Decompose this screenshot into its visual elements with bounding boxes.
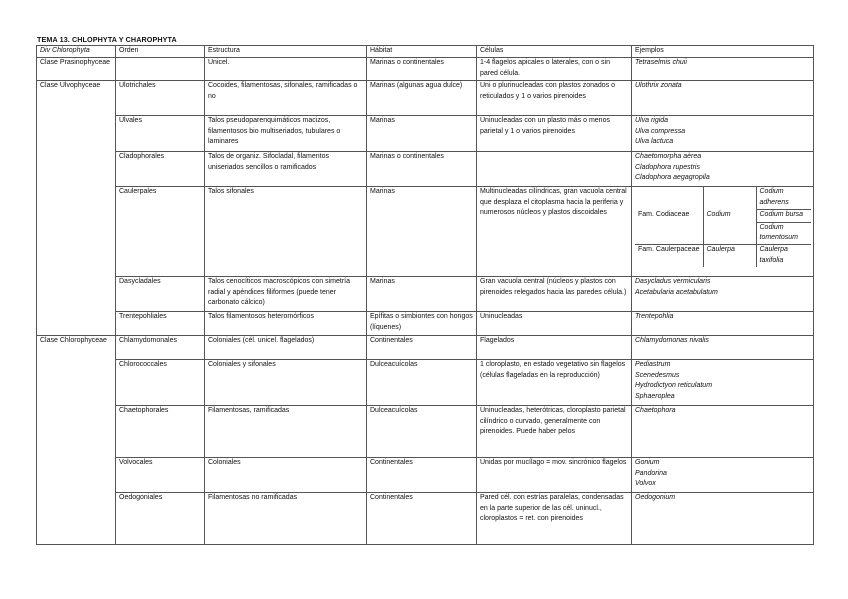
example-species: Chaetomorpha aèrea bbox=[635, 153, 702, 161]
header-div: Div Chlorophyta bbox=[37, 46, 116, 58]
estructura-cell: Coloniales (cél. unicel. flagelados) bbox=[205, 336, 367, 360]
family-cell: Fam. Caulerpaceae bbox=[635, 245, 703, 267]
caulerpales-subtable bbox=[635, 187, 811, 267]
estructura-cell: Unicel. bbox=[205, 58, 367, 81]
example-species: Acetabularia acetabulatum bbox=[635, 288, 718, 296]
ejemplos-cell bbox=[632, 458, 814, 493]
table-row bbox=[37, 458, 814, 493]
ejemplos-cell bbox=[632, 58, 814, 81]
habitat-cell: Continentales bbox=[367, 458, 477, 493]
class-cell: Clase Chlorophyceae bbox=[37, 336, 116, 545]
class-cell: Clase Ulvophyceae bbox=[37, 81, 116, 336]
celulas-cell: Gran vacuola central (núcleos y plastos con pirenoides relegados hacia las paredes célula.) bbox=[477, 277, 632, 312]
example-species: Chlamydomonas nivalis bbox=[635, 337, 709, 345]
header-orden: Orden bbox=[116, 46, 205, 58]
example-species: Gonium bbox=[635, 459, 660, 467]
celulas-cell bbox=[477, 152, 632, 187]
ejemplos-cell bbox=[632, 277, 814, 312]
orden-cell: Trentepohliales bbox=[116, 312, 205, 336]
estructura-cell: Talos filamentosos heteromórficos bbox=[205, 312, 367, 336]
ejemplos-cell bbox=[632, 360, 814, 406]
genus-cell: Caulerpa bbox=[703, 245, 756, 267]
orden-cell: Cladophorales bbox=[116, 152, 205, 187]
orden-cell: Oedogoniales bbox=[116, 493, 205, 545]
orden-cell: Chaetophorales bbox=[116, 406, 205, 458]
example-species: Dasycladus vermicularis bbox=[635, 278, 711, 286]
example-species: Trentepohlia bbox=[635, 313, 674, 321]
example-species: Oedogonium bbox=[635, 494, 676, 502]
habitat-cell: Dulceacuícolas bbox=[367, 406, 477, 458]
species-cell: Caulerpa taxifolia bbox=[756, 245, 811, 267]
celulas-cell: Uninucleadas, heterótricas, cloroplasto parietal cilíndrico o curvado, generalmente con pirenoides. Puede haber pelos bbox=[477, 406, 632, 458]
table-row bbox=[37, 277, 814, 312]
celulas-cell: 1 cloroplasto, en estado vegetativo sin flagelos (células flageladas en la reproducción) bbox=[477, 360, 632, 406]
example-species: Cladophora rupestris bbox=[635, 163, 700, 171]
estructura-cell: Coloniales bbox=[205, 458, 367, 493]
celulas-cell: Uni o plurinucleadas con plastos zonados o reticulados y 1 o varios pirenoides bbox=[477, 81, 632, 116]
example-species: Volvox bbox=[635, 480, 656, 488]
example-species: Ulothrix zonata bbox=[635, 82, 682, 90]
genus-cell: Codium bbox=[703, 187, 756, 245]
class-cell: Clase Prasinophyceae bbox=[37, 58, 116, 81]
example-species: Ulva lactuca bbox=[635, 138, 674, 146]
species-cell: Codium adherens bbox=[756, 187, 811, 209]
classification-table bbox=[36, 45, 814, 545]
habitat-cell: Marinas (algunas agua dulce) bbox=[367, 81, 477, 116]
header-row bbox=[37, 46, 814, 58]
orden-cell: Chlamydomonales bbox=[116, 336, 205, 360]
page-title: TEMA 13. CHLOPHYTA Y CHAROPHYTA bbox=[37, 35, 177, 44]
estructura-cell: Cocoides, filamentosas, sifonales, ramificadas o no bbox=[205, 81, 367, 116]
habitat-cell: Marinas bbox=[367, 116, 477, 152]
species-cell: Codium bursa bbox=[756, 210, 811, 222]
orden-cell: Ulvales bbox=[116, 116, 205, 152]
estructura-cell: Talos pseudoparenquimáticos macizos, filamentosos bio multiseriados, tubulares o laminares bbox=[205, 116, 367, 152]
celulas-cell: Uninucleadas bbox=[477, 312, 632, 336]
orden-cell: Volvocales bbox=[116, 458, 205, 493]
habitat-cell: Marinas bbox=[367, 187, 477, 277]
example-species: Ulva rigida bbox=[635, 117, 669, 125]
ejemplos-cell bbox=[632, 493, 814, 545]
family-cell: Fam. Codiaceae bbox=[635, 187, 703, 245]
habitat-cell: Continentales bbox=[367, 493, 477, 545]
ejemplos-cell bbox=[632, 152, 814, 187]
example-species: Hydrodictyon reticulatum bbox=[635, 382, 713, 390]
habitat-cell: Marinas bbox=[367, 277, 477, 312]
orden-cell: Caulerpales bbox=[116, 187, 205, 277]
ejemplos-cell bbox=[632, 81, 814, 116]
table-row bbox=[37, 360, 814, 406]
header-ejemplos: Ejemplos bbox=[632, 46, 814, 58]
table-row bbox=[37, 152, 814, 187]
ejemplos-cell bbox=[632, 336, 814, 360]
ejemplos-cell bbox=[632, 406, 814, 458]
celulas-cell: Uninucleadas con un plasto más o menos parietal y 1 o varios pirenoides bbox=[477, 116, 632, 152]
habitat-cell: Marinas o continentales bbox=[367, 58, 477, 81]
estructura-cell: Coloniales y sifonales bbox=[205, 360, 367, 406]
orden-cell: Ulotrichales bbox=[116, 81, 205, 116]
table-row bbox=[37, 116, 814, 152]
table-row bbox=[37, 493, 814, 545]
estructura-cell: Filamentosas, ramificadas bbox=[205, 406, 367, 458]
example-species: Pandorina bbox=[635, 469, 667, 477]
example-species: Tetraselmis chuii bbox=[635, 59, 687, 67]
ejemplos-cell bbox=[632, 187, 814, 277]
table-row bbox=[37, 58, 814, 81]
celulas-cell: Flagelados bbox=[477, 336, 632, 360]
orden-cell bbox=[116, 58, 205, 81]
example-species: Sphaeroplea bbox=[635, 392, 675, 400]
celulas-cell: Unidas por mucílago = mov. sincrónico flagelos bbox=[477, 458, 632, 493]
orden-cell: Chlorococcales bbox=[116, 360, 205, 406]
example-species: Scenedesmus bbox=[635, 371, 680, 379]
table-row bbox=[37, 336, 814, 360]
habitat-cell: Marinas o continentales bbox=[367, 152, 477, 187]
estructura-cell: Filamentosas no ramificadas bbox=[205, 493, 367, 545]
table-row bbox=[37, 312, 814, 336]
estructura-cell: Talos de organiz. Sifocladal, filamentos uniseriados sencillos o ramificados bbox=[205, 152, 367, 187]
header-estructura: Estructura bbox=[205, 46, 367, 58]
ejemplos-cell bbox=[632, 116, 814, 152]
estructura-cell: Talos cenocíticos macroscópicos con simetría radial y apéndices filiformes (puede tener carbonato cálcico) bbox=[205, 277, 367, 312]
habitat-cell: Epífitas o simbiontes con hongos (líquenes) bbox=[367, 312, 477, 336]
table-row bbox=[37, 187, 814, 277]
celulas-cell: Pared cél. con estrías paralelas, condensadas en la parte superior de las cél. uninucl., cloroplastos = ret. con pirenoides bbox=[477, 493, 632, 545]
example-species: Cladophora aegagropila bbox=[635, 174, 710, 182]
header-habitat: Hábitat bbox=[367, 46, 477, 58]
celulas-cell: 1-4 flagelos apicales o laterales, con o sin pared célula. bbox=[477, 58, 632, 81]
species-cell: Codium tomentosum bbox=[756, 222, 811, 245]
header-celulas: Células bbox=[477, 46, 632, 58]
table-row bbox=[37, 81, 814, 116]
ejemplos-cell bbox=[632, 312, 814, 336]
habitat-cell: Dulceacuícolas bbox=[367, 360, 477, 406]
example-species: Chaetophora bbox=[635, 407, 676, 415]
table-row bbox=[37, 406, 814, 458]
estructura-cell: Talos sifonales bbox=[205, 187, 367, 277]
celulas-cell: Multinucleadas cilíndricas, gran vacuola central que desplaza el citoplasma hacia la periferia y numerosos núcleos y plastos discoidales bbox=[477, 187, 632, 277]
example-species: Pediastrum bbox=[635, 361, 671, 369]
example-species: Ulva compressa bbox=[635, 127, 686, 135]
orden-cell: Dasycladales bbox=[116, 277, 205, 312]
habitat-cell: Continentales bbox=[367, 336, 477, 360]
